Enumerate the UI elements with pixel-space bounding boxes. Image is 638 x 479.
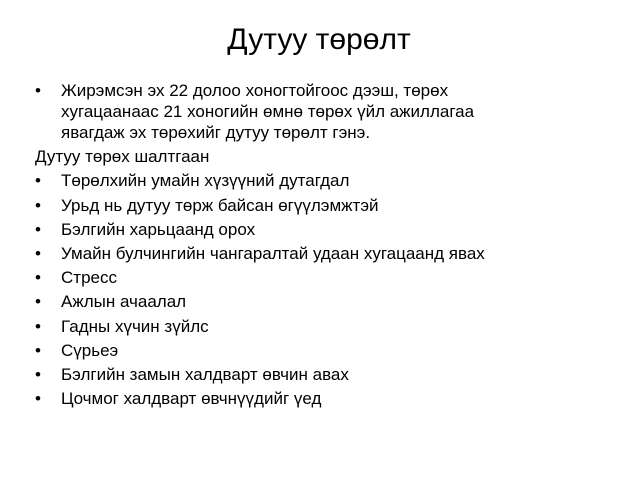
cause-text: Гадны хүчин зүйлс <box>61 316 209 336</box>
intro-text <box>61 80 615 143</box>
cause-item <box>35 195 615 216</box>
slide-title: Дутуу төрөлт <box>227 23 411 56</box>
bullet-icon: • <box>35 340 41 360</box>
bullet-icon: • <box>35 268 41 288</box>
intro-line: Жирэмсэн эх 22 долоо хоногтойгоос дээш, төрөх <box>61 81 449 100</box>
cause-text: Төрөлхийн умайн хүзүүний дутагдал <box>61 171 350 191</box>
cause-text: Ажлын ачаалал <box>61 292 187 312</box>
bullet-icon: • <box>35 364 41 384</box>
intro-line: хугацаанаас 21 хоногийн өмнө төрөх үйл ажиллагаа <box>61 102 475 121</box>
bullet-icon: • <box>35 195 41 215</box>
cause-text: Умайн булчингийн чангаралтай удаан хугацаанд явах <box>61 243 485 263</box>
cause-item <box>35 291 615 312</box>
cause-text: Урьд нь дутуу төрж байсан өгүүлэмжтэй <box>61 195 379 215</box>
cause-item <box>35 219 615 240</box>
bullet-icon: • <box>35 81 41 100</box>
cause-text: Бэлгийн замын халдварт өвчин авах <box>61 364 349 384</box>
cause-item <box>35 170 615 191</box>
intro-bullet <box>35 80 615 143</box>
cause-text: Бэлгийн харьцаанд орох <box>61 219 256 239</box>
cause-text: Стресс <box>61 268 117 288</box>
slide-content <box>35 80 615 412</box>
causes-heading: Дутуу төрөх шалтгаан <box>35 147 210 167</box>
cause-item <box>35 267 615 288</box>
bullet-icon: • <box>35 171 41 191</box>
bullet-icon: • <box>35 389 41 409</box>
intro-line: явагдаж эх төрөхийг дутуу төрөлт гэнэ. <box>61 123 371 142</box>
bullet-icon: • <box>35 219 41 239</box>
bullet-icon: • <box>35 243 41 263</box>
cause-item <box>35 364 615 385</box>
cause-item <box>35 243 615 264</box>
bullet-icon: • <box>35 292 41 312</box>
cause-text: Цочмог халдварт өвчнүүдийг үед <box>61 389 322 409</box>
cause-item <box>35 340 615 361</box>
cause-item <box>35 388 615 409</box>
cause-text: Сүрьеэ <box>61 340 119 360</box>
cause-item <box>35 316 615 337</box>
bullet-icon: • <box>35 316 41 336</box>
